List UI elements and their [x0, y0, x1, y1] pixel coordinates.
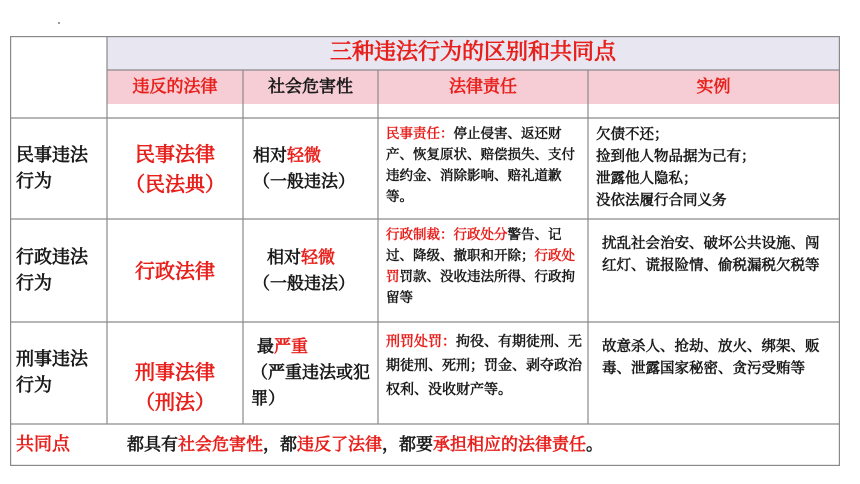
examples-civil [588, 118, 839, 219]
table-title: 三种违法行为的区别和共同点 [329, 40, 616, 65]
examples-administrative: 扰乱社会治安、破坏公共设施、闯红灯、谎报险情、偷税漏税欠税等 [602, 236, 820, 274]
example-line: 捡到他人物品据为己有； [596, 149, 756, 165]
harm-criminal-key: 严重 [274, 337, 308, 357]
row-label-administrative: 行政违法行为 [16, 246, 88, 294]
harm-administrative-key: 轻微 [301, 247, 335, 268]
example-line: 欠债不还； [596, 127, 669, 143]
harm-civil-sub: （一般违法） [253, 171, 355, 192]
header-harm: 社会危害性 [268, 77, 353, 97]
harm-criminal-prefix: 最 [257, 337, 274, 357]
common-part: 都具有 [127, 435, 178, 455]
header-liability: 法律责任 [449, 77, 517, 97]
stray-dot [58, 22, 60, 24]
common-text [107, 424, 839, 466]
liability-civil [378, 118, 588, 219]
harm-administrative-sub: （一般违法） [253, 273, 355, 294]
common-label: 共同点 [16, 434, 70, 455]
example-line: 没依法履行合同义务 [596, 193, 727, 209]
law-criminal-main: 刑事法律 [135, 360, 215, 384]
law-civil [107, 118, 243, 219]
law-civil-sub: （民法典） [125, 171, 225, 196]
liability-criminal-key: 刑罚处罚： [386, 334, 456, 350]
harm-criminal-sub: （严重违法或犯罪） [251, 363, 370, 409]
liability-administrative-key2: 行政处罚 [386, 248, 575, 285]
header-law: 违反的法律 [132, 77, 218, 97]
common-part: ，都 [263, 435, 297, 455]
liability-criminal-text: 拘役、有期徒刑、无期徒刑、死刑；罚金、剥夺政治权利、没收财产等。 [386, 334, 582, 398]
harm-civil-key: 轻微 [287, 145, 321, 166]
common-part: ，都要 [382, 435, 433, 455]
liability-administrative [378, 219, 588, 322]
common-key: 社会危害性 [178, 435, 263, 455]
liability-administrative-text2: 罚款、没收违法所得、行政拘留等 [386, 269, 575, 306]
comparison-table [10, 36, 840, 466]
liability-administrative-key1: 行政制裁：行政处分 [386, 227, 508, 243]
examples-criminal: 故意杀人、抢劫、放火、绑架、贩毒、泄露国家秘密、贪污受贿等 [602, 339, 820, 377]
liability-civil-key: 民事责任： [386, 126, 454, 142]
header-examples: 实例 [696, 77, 731, 97]
liability-civil-text: 停止侵害、返还财产、恢复原状、赔偿损失、支付违约金、消除影响、赔礼道歉等。 [386, 126, 575, 205]
common-key: 违反了法律 [297, 435, 382, 455]
row-label-civil: 民事违法行为 [16, 144, 88, 192]
harm-administrative-prefix: 相对 [267, 247, 301, 268]
law-civil-main: 民事法律 [135, 141, 215, 166]
example-line: 泄露他人隐私； [596, 171, 698, 187]
harm-administrative [243, 219, 378, 322]
common-key: 承担相应的法律责任 [433, 435, 586, 455]
law-administrative [107, 219, 243, 322]
law-administrative-main: 行政法律 [135, 258, 215, 283]
harm-civil [243, 118, 378, 219]
common-part: 。 [586, 435, 603, 455]
harm-criminal [243, 322, 378, 424]
row-label-criminal: 刑事违法行为 [16, 349, 88, 396]
law-criminal-sub: （刑法） [135, 390, 215, 414]
law-criminal [107, 322, 243, 424]
liability-administrative-text1: 警告、记过、降级、撤职和开除； [386, 227, 562, 264]
harm-civil-prefix: 相对 [253, 145, 287, 166]
liability-criminal [378, 322, 588, 424]
